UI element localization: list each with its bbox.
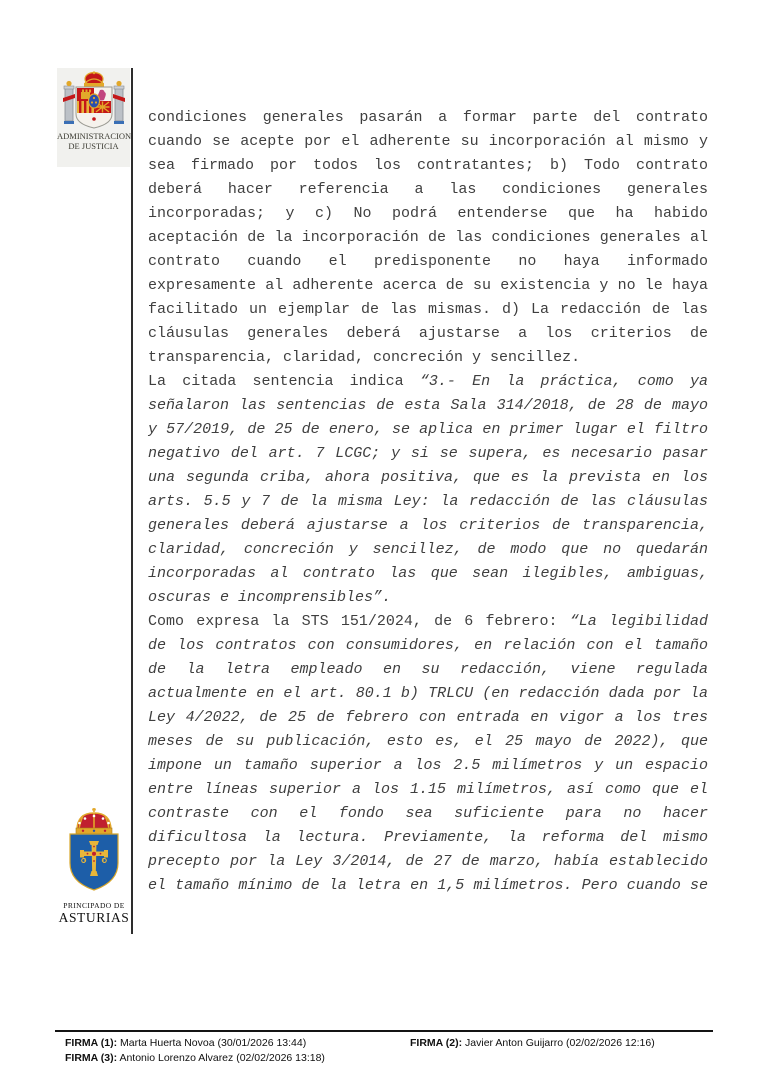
text-line: facilitado un ejemplar de las mismas. d) La redacción de las	[148, 301, 708, 318]
text-line: una segunda criba, ahora positiva, que es la prevista en los	[148, 469, 708, 486]
text-line: Ley 4/2022, de 25 de febrero con entrada en vigor a los tres	[148, 709, 708, 726]
text-line: señalaron las sentencias de esta Sala 314/2018, de 28 de mayo	[148, 397, 708, 414]
body-text	[148, 106, 708, 898]
text-line: oscuras e incomprensibles”.	[148, 589, 392, 606]
text-line: Como expresa la STS 151/2024, de 6 febrero: “La legibilidad	[148, 613, 708, 630]
text-line: sea firmado por todos los contratantes; b) Todo contrato	[148, 157, 708, 174]
text-line: dificultosa la lectura. Previamente, la reforma del mismo	[148, 829, 708, 846]
signature-1	[65, 1037, 306, 1049]
signature-3-value: Antonio Lorenzo Alvarez (02/02/2026 13:18)	[119, 1052, 325, 1064]
text-line: deberá hacer referencia a las condiciones generales	[148, 181, 708, 198]
signature-1-label: FIRMA (1):	[65, 1037, 118, 1049]
text-line: incorporadas al contrato las que sean ilegibles, ambiguas,	[148, 565, 708, 582]
text-line: transparencia, claridad, concreción y sencillez.	[148, 349, 581, 366]
text-line: meses de su publicación, esto es, el 25 mayo de 2022), que	[148, 733, 708, 750]
signature-1-value: Marta Huerta Novoa (30/01/2026 13:44)	[120, 1037, 307, 1049]
text-line: La citada sentencia indica “3.- En la práctica, como ya	[148, 373, 708, 390]
text-line: contrato cuando el predisponente no haya informado	[148, 253, 708, 270]
text-line: precepto por la Ley 3/2014, de 27 de marzo, había establecido	[148, 853, 708, 870]
asturias-caption-line2: ASTURIAS	[58, 910, 130, 925]
justice-caption	[57, 131, 130, 151]
text-line: el tamaño mínimo de la letra en 1,5 milímetros. Pero cuando se	[148, 877, 708, 894]
asturias-caption-line1: PRINCIPADO DE	[63, 901, 125, 910]
text-line: arts. 5.5 y 7 de la misma Ley: la redacción de las cláusulas	[148, 493, 708, 510]
text-line: negativo del art. 7 LCGC; y si se supera, es necesario pasar	[148, 445, 708, 462]
justice-emblem-block	[57, 68, 130, 167]
asturias-coat-of-arms-icon	[56, 808, 132, 900]
justice-caption-line2: DE JUSTICIA	[68, 141, 119, 151]
text-line: contraste con el fondo sea suficiente para no hacer	[148, 805, 708, 822]
text-line: expresamente al adherente acerca de su existencia y no le haya	[148, 277, 708, 294]
text-line: de los contratos con consumidores, en relación con el tamaño	[148, 637, 708, 654]
text-line: impone un tamaño superior a los 2.5 milímetros y un espacio	[148, 757, 708, 774]
text-line: claridad, concreción y sencillez, de modo que no quedarán	[148, 541, 708, 558]
footer-rule	[55, 1030, 713, 1032]
text-line: incorporadas; y c) No podrá entenderse que ha habido	[148, 205, 708, 222]
text-line: aceptación de la incorporación de las condiciones generales al	[148, 229, 708, 246]
signature-3-label: FIRMA (3):	[65, 1052, 118, 1064]
spain-coat-of-arms-icon	[57, 71, 130, 131]
signature-3	[65, 1052, 325, 1064]
signature-2-value: Javier Anton Guijarro (02/02/2026 12:16)	[465, 1037, 655, 1049]
signature-2-label: FIRMA (2):	[410, 1037, 463, 1049]
text-line: generales deberá ajustarse a los criterios de transparencia,	[148, 517, 708, 534]
text-line: condiciones generales pasarán a formar parte del contrato	[148, 109, 708, 126]
text-line: y 57/2019, de 25 de enero, se aplica en primer lugar el filtro	[148, 421, 708, 438]
text-line: actualmente en el art. 80.1 b) TRLCU (en redacción dada por la	[148, 685, 708, 702]
justice-caption-line1: ADMINISTRACION	[57, 131, 132, 141]
text-line: cláusulas generales deberá ajustarse a los criterios de	[148, 325, 708, 342]
vertical-divider	[131, 68, 133, 934]
text-line: de la letra empleado en su redacción, viene regulada	[148, 661, 708, 678]
text-line: cuando se acepte por el adherente su incorporación al mismo y	[148, 133, 708, 150]
asturias-emblem-block	[56, 808, 132, 926]
text-line: entre líneas superior a los 1.15 milímetros, así como que el	[148, 781, 708, 798]
signature-2	[410, 1037, 655, 1049]
